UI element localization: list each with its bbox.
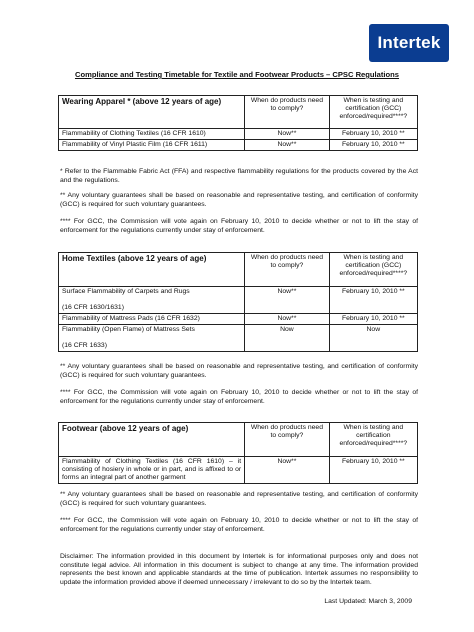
comply-cell: Now** — [245, 287, 330, 314]
column-header-enforced: When is testing and certification (GCC) enforced/required****? — [329, 96, 417, 129]
table-row — [59, 457, 418, 484]
gcc-vote-note: **** For GCC, the Commission will vote again on February 10, 2010 to decide whether or not to lift the stay of enforcement for the regulations currently under stay of enforcement. — [60, 389, 418, 405]
document-title: Compliance and Testing Timetable for Textile and Footwear Products – CPSC Regulations — [74, 70, 400, 79]
enforced-cell: February 10, 2010 ** — [329, 314, 417, 325]
regulation-cell: Flammability of Mattress Pads (16 CFR 1632) — [59, 314, 245, 325]
table-heading: Home Textiles (above 12 years of age) — [59, 253, 245, 287]
enforced-cell: February 10, 2010 ** — [329, 140, 417, 151]
enforced-cell: February 10, 2010 ** — [329, 287, 417, 314]
table-header-row — [59, 423, 418, 457]
regulation-cell: Flammability of Clothing Textiles (16 CFR 1610) – it consisting of hosiery in whole or in part, and is affixed to or forms an integral part of another garment — [59, 457, 245, 484]
gcc-vote-note: **** For GCC, the Commission will vote again on February 10, 2010 to decide whether or not to lift the stay of enforcement for the regulations currently under stay of enforcement. — [60, 517, 418, 533]
wearing-apparel-table — [58, 95, 418, 151]
home-textiles-table — [58, 252, 418, 352]
enforced-cell: February 10, 2010 ** — [329, 129, 417, 140]
voluntary-guarantee-note: ** Any voluntary guarantees shall be based on reasonable and representative testing, and certification of conformity (GCC) is required for such voluntary guarantees. — [60, 192, 418, 208]
last-updated: Last Updated: March 3, 2009 — [324, 598, 412, 605]
table-row — [59, 314, 418, 325]
enforced-cell: February 10, 2010 ** — [329, 457, 417, 484]
column-header-enforced: When is testing and certification (GCC) enforced/required****? — [329, 253, 417, 287]
column-header-enforced: When is testing and certification enforced/required****? — [329, 423, 417, 457]
table-row — [59, 287, 418, 314]
regulation-cell: Flammability of Vinyl Plastic Film (16 CFR 1611) — [59, 140, 245, 151]
regulation-cell: Flammability (Open Flame) of Mattress Sets (16 CFR 1633) — [59, 325, 245, 352]
ffa-note: * Refer to the Flammable Fabric Act (FFA) and respective flammability regulations for the products covered by the Act and the regulations. — [60, 168, 418, 184]
table-row — [59, 129, 418, 140]
table-row — [59, 140, 418, 151]
table-header-row — [59, 96, 418, 129]
comply-cell: Now** — [245, 140, 330, 151]
comply-cell: Now** — [245, 457, 330, 484]
column-header-comply: When do products need to comply? — [245, 423, 330, 457]
table-header-row — [59, 253, 418, 287]
table-heading: Footwear (above 12 years of age) — [59, 423, 245, 457]
disclaimer-text: Disclaimer: The information provided in this document by Intertek is for informational purposes only and does not constitute legal advice. All information in this document is subject to change at any time. The information provided represents the best known and applicable standards at the time of publication. Intertek assumes no responsibility to update the information provided above if deemed unnecessary / irrelevant to do so by the Intertek team. — [60, 553, 418, 586]
footwear-table — [58, 422, 418, 484]
comply-cell: Now** — [245, 129, 330, 140]
regulation-cell: Flammability of Clothing Textiles (16 CFR 1610) — [59, 129, 245, 140]
enforced-cell: Now — [329, 325, 417, 352]
regulation-cell: Surface Flammability of Carpets and Rugs (16 CFR 1630/1631) — [59, 287, 245, 314]
comply-cell: Now** — [245, 314, 330, 325]
gcc-vote-note: **** For GCC, the Commission will vote again on February 10, 2010 to decide whether or not to lift the stay of enforcement for the regulations currently under stay of enforcement. — [60, 218, 418, 234]
column-header-comply: When do products need to comply? — [245, 96, 330, 129]
comply-cell: Now — [245, 325, 330, 352]
table-heading: Wearing Apparel * (above 12 years of age) — [59, 96, 245, 129]
voluntary-guarantee-note: ** Any voluntary guarantees shall be based on reasonable and representative testing, and certification of conformity (GCC) is required for such voluntary guarantees. — [60, 363, 418, 379]
intertek-logo: Intertek — [369, 24, 449, 62]
table-row — [59, 325, 418, 352]
voluntary-guarantee-note: ** Any voluntary guarantees shall be based on reasonable and representative testing, and certification of conformity (GCC) is required for such voluntary guarantees. — [60, 491, 418, 507]
column-header-comply: When do products need to comply? — [245, 253, 330, 287]
